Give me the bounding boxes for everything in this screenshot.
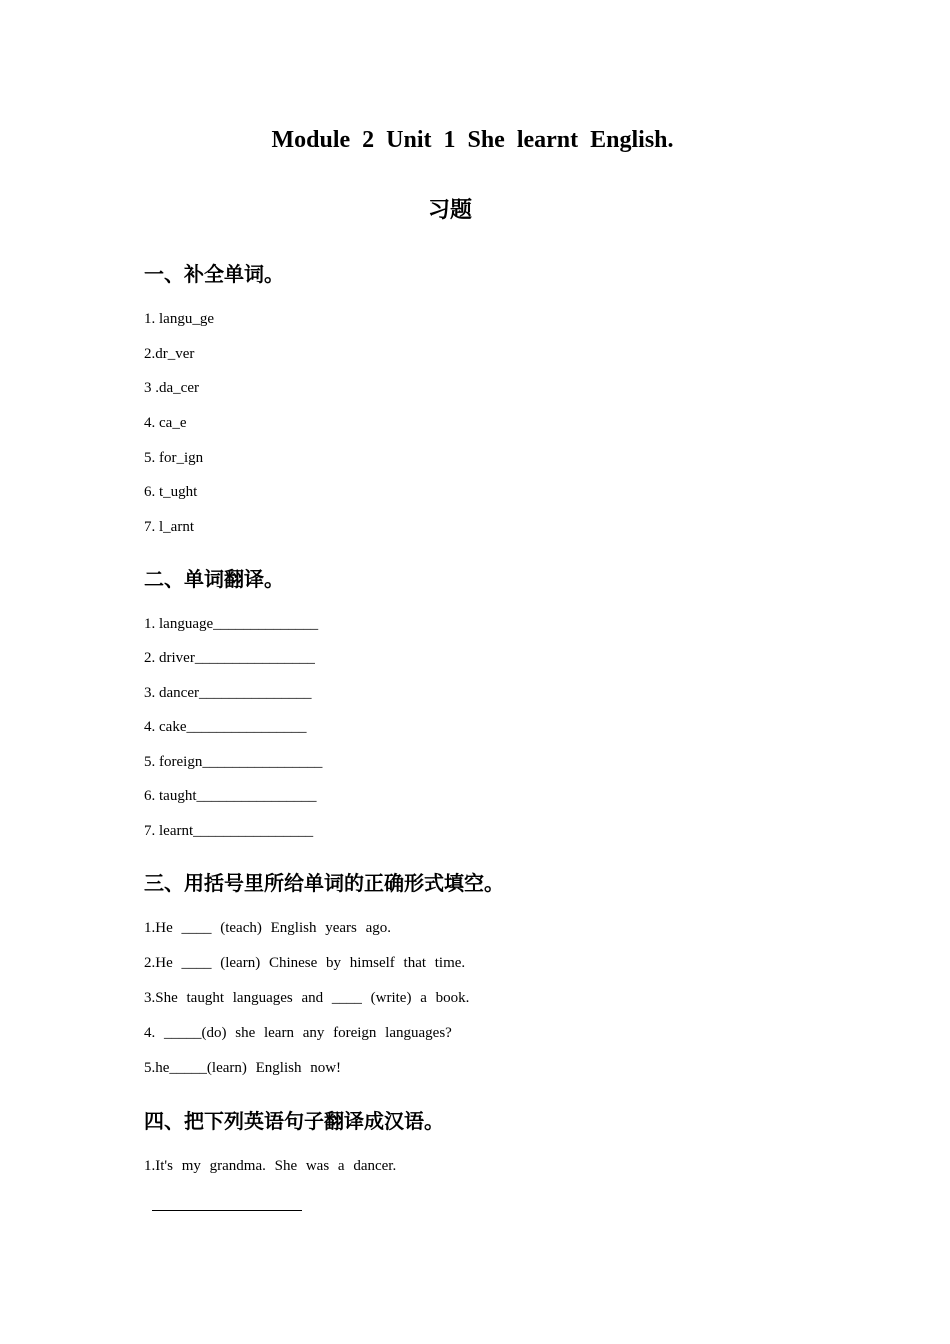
answer-blank-line [152, 1210, 302, 1211]
s3-item-1: 1.He ____ (teach) English years ago. [144, 920, 392, 936]
s2-item-7: 7. learnt________________ [144, 823, 314, 839]
s1-item-5: 5. for_ign [144, 450, 204, 466]
s1-item-3: 3 .da_cer [144, 380, 199, 396]
section-heading-1: 一、补全单词。 [144, 262, 284, 286]
s3-item-2: 2.He ____ (learn) Chinese by himself that time. [144, 955, 466, 971]
s1-item-1: 1. langu_ge [144, 311, 214, 327]
s1-item-6: 6. t_ught [144, 484, 198, 500]
section-heading-2: 二、单词翻译。 [144, 567, 284, 591]
s2-item-2: 2. driver________________ [144, 650, 315, 666]
s2-item-4: 4. cake________________ [144, 719, 307, 735]
page-title: Module 2 Unit 1 She learnt English. [271, 127, 674, 153]
s1-item-2: 2.dr_ver [144, 346, 195, 362]
s3-item-5: 5.he_____(learn) English now! [144, 1060, 342, 1076]
section-heading-3: 三、用括号里所给单词的正确形式填空。 [144, 871, 504, 895]
s2-item-3: 3. dancer_______________ [144, 685, 312, 701]
s3-item-3: 3.She taught languages and ____ (write) a book. [144, 990, 470, 1006]
s4-item-1: 1.It's my grandma. She was a dancer. [144, 1158, 397, 1174]
section-heading-4: 四、把下列英语句子翻译成汉语。 [144, 1109, 444, 1133]
s2-item-1: 1. language______________ [144, 616, 319, 632]
page-subtitle: 习题 [427, 198, 472, 223]
s2-item-6: 6. taught________________ [144, 788, 317, 804]
s3-item-4: 4. _____(do) she learn any foreign languages? [144, 1025, 452, 1041]
s1-item-7: 7. l_arnt [144, 519, 194, 535]
s2-item-5: 5. foreign________________ [144, 754, 323, 770]
s1-item-4: 4. ca_e [144, 415, 187, 431]
